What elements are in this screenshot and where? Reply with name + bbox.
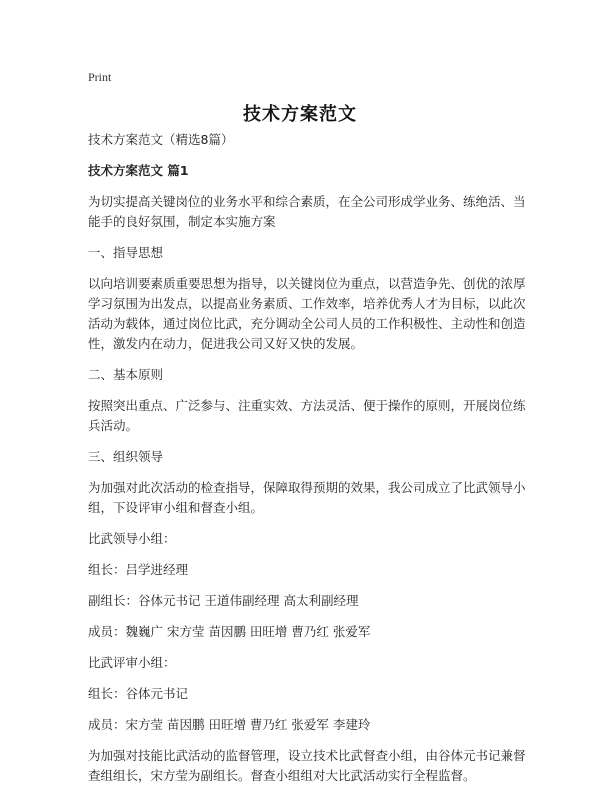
lead-group-members: 成员：魏巍广 宋方莹 苗因鹏 田旺增 曹乃红 张爱军 [88, 624, 371, 639]
review-group-leader: 组长：谷体元书记 [88, 686, 189, 701]
paragraph-guiding-thought: 以向培训要素质重要思想为指导，以关键岗位为重点，以营造争先、创优的浓厚学习氛围为出发点，以提高业务素质、工作效率，培养优秀人才为目标，以此次活动为载体，通过岗位比武，充分调动全公司人员的工作积极性、主动性和创造性，激发内在动力，促进我公司又好又快的发展。 [88, 276, 526, 351]
heading-guiding-thought: 一、指导思想 [88, 245, 164, 260]
paragraph-organization: 为加强对此次活动的检查指导，保障取得预期的效果，我公司成立了比武领导小组，下设评审小组和督查小组。 [88, 480, 526, 515]
lead-group-title: 比武领导小组： [88, 531, 176, 546]
heading-basic-principles: 二、基本原则 [88, 367, 164, 382]
intro-paragraph: 为切实提高关键岗位的业务水平和综合素质，在全公司形成学业务、练绝活、当能手的良好氛围，制定本实施方案 [88, 194, 526, 229]
section-heading: 技术方案范文 篇1 [88, 163, 189, 178]
review-group-members: 成员：宋方莹 苗因鹏 田旺增 曹乃红 张爱军 李建玲 [88, 717, 371, 732]
lead-group-deputy: 副组长：谷体元书记 王道伟副经理 高太利副经理 [88, 593, 359, 608]
heading-organization: 三、组织领导 [88, 449, 164, 464]
paragraph-basic-principles: 按照突出重点、广泛参与、注重实效、方法灵活、便于操作的原则，开展岗位练兵活动。 [88, 398, 526, 433]
lead-group-leader: 组长：吕学进经理 [88, 562, 189, 577]
print-link[interactable]: Print [88, 70, 112, 84]
subtitle: 技术方案范文（精选8篇） [88, 132, 234, 147]
document-title: 技术方案范文 [243, 104, 357, 125]
paragraph-supervision: 为加强对技能比武活动的监督管理，设立技术比武督查小组，由谷体元书记兼督查组组长，宋方莹为副组长。督查小组组对大比武活动实行全程监督。 [88, 748, 526, 783]
review-group-title: 比武评审小组： [88, 655, 176, 670]
document-body [88, 130, 528, 797]
